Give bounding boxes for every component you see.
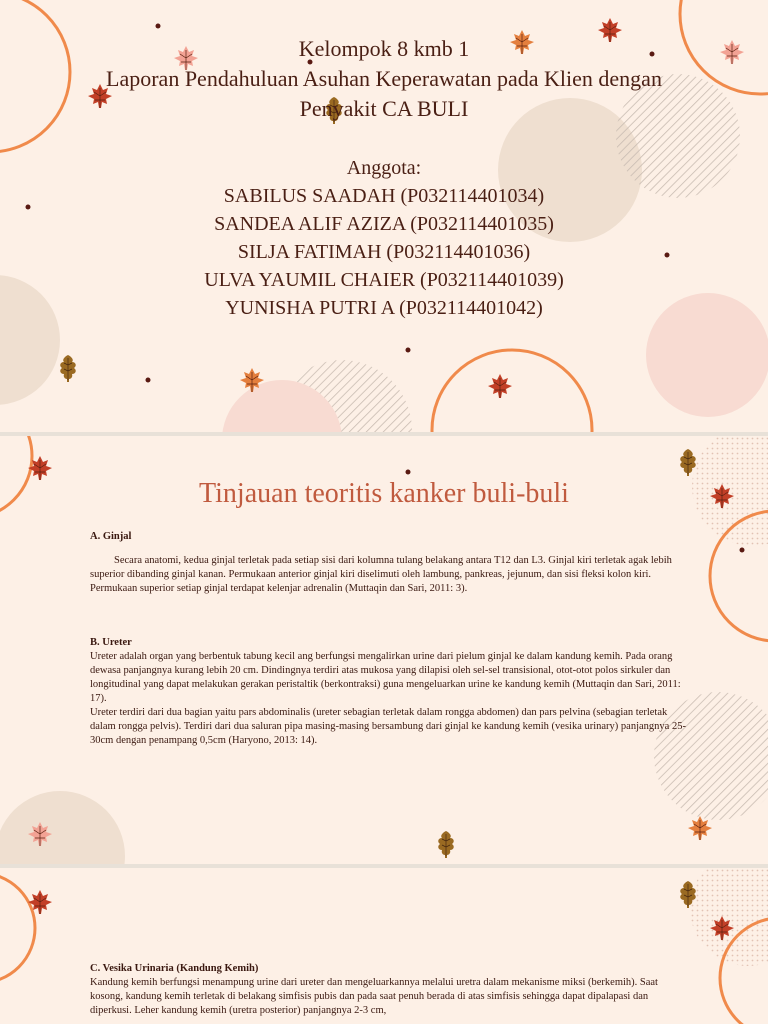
theory-slide — [0, 436, 768, 864]
beige-circle-decoration — [0, 791, 125, 864]
members-block — [0, 154, 768, 322]
section-title: B. Ureter — [90, 637, 132, 648]
oak-leaf-icon — [680, 449, 695, 476]
slide1-title-block — [0, 34, 768, 124]
member-name: SABILUS SAADAH (P032114401034) — [223, 185, 545, 207]
member-name: ULVA YAUMIL CHAIER (P032114401039) — [204, 269, 564, 291]
maple-leaf-icon — [688, 816, 712, 840]
section-paragraph: Ureter terdiri dari dua bagian yaitu pars abdominalis (ureter sebagian terletak dalam rongga abdomen) dan pars pelvina (sebagian terletak dalam rongga pelvis). Terdiri dari dua saluran pipa masing-masing bersambung dari ginjal ke kandung kemih (vesika urinary) panjangnya 25-30cm dengan penampang 0,5cm (Haryono, 2013: 14). — [90, 707, 686, 746]
member-name: SANDEA ALIF AZIZA (P032114401035) — [214, 213, 554, 235]
section-title: A. Ginjal — [90, 531, 132, 542]
report-title-line1: Laporan Pendahuluan Asuhan Keperawatan pada Klien dengan — [106, 66, 662, 91]
section-vesika — [90, 962, 690, 1018]
maple-leaf-icon — [488, 374, 512, 398]
members-label: Anggota: — [346, 157, 422, 179]
oak-leaf-icon — [438, 831, 453, 858]
section-ginjal — [90, 530, 690, 596]
title-slide — [0, 0, 768, 432]
bladder-slide — [0, 868, 768, 1024]
group-name: Kelompok 8 kmb 1 — [298, 36, 470, 61]
section-paragraph: Ureter adalah organ yang berbentuk tabung kecil ang berfungsi mengalirkan urine dari pielum ginjal ke dalam kandung kemih. Pada orang dewasa panjangnya kurang lebih 20 cm. Dindingnya terdiri atas mukosa yang dilapisi oleh sel-sel transisional, otot-otot polos sirkuler dan longitudinal yang dapat melakukan gerakan peristaltik (berkontraksi) guna mengeluarkan urine ke kandung kemih (Muttaqin dan Sari, 2011: 17). — [90, 651, 681, 704]
orange-ring-decoration — [0, 873, 35, 983]
orange-ring-decoration — [432, 350, 592, 432]
member-name: YUNISHA PUTRI A (P032114401042) — [225, 297, 543, 319]
section-paragraph: Secara anatomi, kedua ginjal terletak pada setiap sisi dari kolumna tulang belakang antara T12 dan L3. Ginjal kiri terletak agak lebih superior dibanding ginjal kanan. Permukaan anterior ginjal kiri diselimuti oleh lambung, pankreas, jejunum, dan sisi fleksi kolon kiri. Permukaan superior setiap ginjal terdapat kelenjar adrenalin (Muttaqin dan Sari, 2011: 3). — [90, 555, 672, 594]
member-name: SILJA FATIMAH (P032114401036) — [237, 241, 531, 263]
section-paragraph: Kandung kemih berfungsi menampung urine dari ureter dan mengeluarkannya melalui uretra dalam mekanisme miksi (berkemih). Saat kosong, kandung kemih terletak di belakang simfisis pubis dan pada saat penuh berada di atas simfisis sehingga dapat dipalapasi dan diperkusi. Leher kandung kemih (uretra posterior) panjangnya 2-3 cm, — [90, 977, 658, 1016]
section-ureter — [90, 636, 690, 748]
section-title: C. Vesika Urinaria (Kandung Kemih) — [90, 963, 259, 974]
dotted-circle-decoration — [690, 868, 768, 966]
report-title-line2: Penyakit CA BULI — [299, 96, 469, 121]
oak-leaf-icon — [60, 355, 75, 382]
theory-heading: Tinjauan teoritis kanker buli-buli — [199, 478, 569, 509]
